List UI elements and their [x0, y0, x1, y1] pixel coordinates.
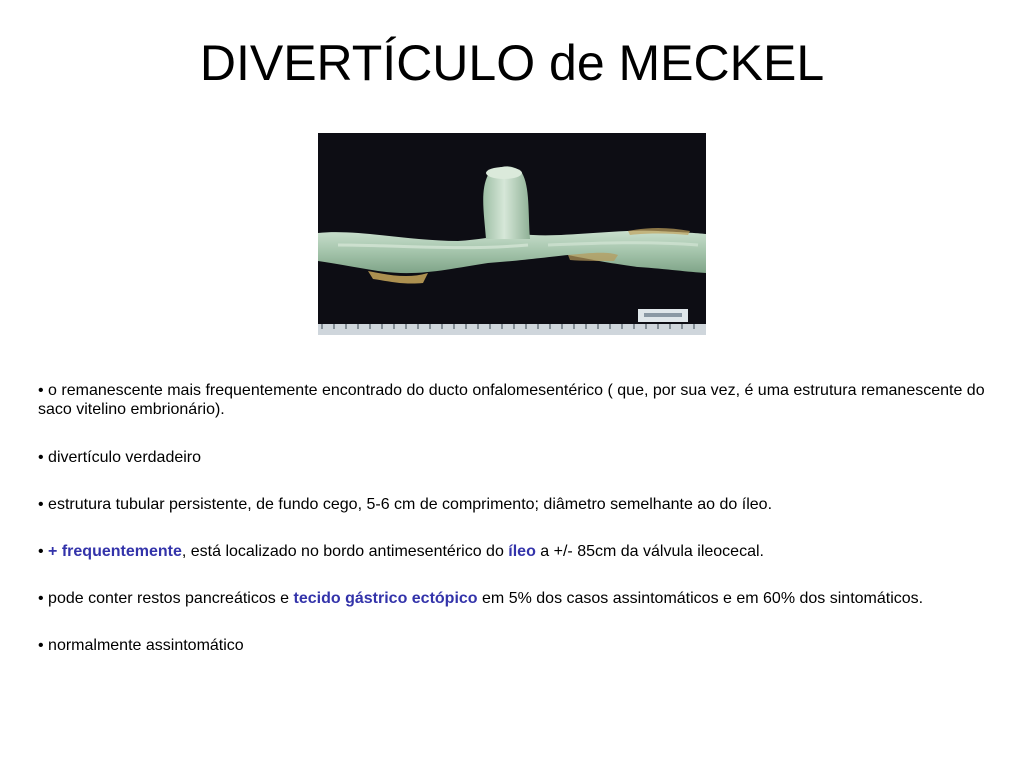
bullet-true-diverticulum: • divertículo verdadeiro: [38, 449, 202, 466]
bullet-ectopic-prefix: • pode conter restos pancreáticos e: [38, 590, 294, 607]
meckel-specimen-photo: [318, 133, 706, 335]
bullet-list: [38, 381, 998, 683]
emphasis-frequentemente: + frequentemente: [48, 543, 182, 560]
bullet-remnant: • o remanescente mais frequentemente encontrado do ducto onfalomesentérico ( que, por sua vez, é uma estrutura remanescente do saco vitelino embrionário).: [38, 382, 985, 418]
emphasis-ileo: íleo: [508, 543, 536, 560]
bullet-location-suffix: a +/- 85cm da válvula ileocecal.: [535, 543, 764, 560]
bullet-tubular-structure: • estrutura tubular persistente, de fundo cego, 5-6 cm de comprimento; diâmetro semelhante ao do íleo.: [38, 496, 773, 513]
bullet-asymptomatic: • normalmente assintomático: [38, 637, 244, 654]
slide-title: DIVERTÍCULO de MECKEL: [199, 35, 825, 91]
bullet-ectopic-suffix: em 5% dos casos assintomáticos e em 60% dos sintomáticos.: [477, 590, 924, 607]
bullet-ectopic-tissue: [38, 589, 998, 608]
bullet-location-prefix: •: [38, 543, 49, 560]
emphasis-tecido-gastrico: tecido gástrico ectópico: [293, 590, 478, 607]
bullet-location: [38, 542, 998, 561]
bullet-location-mid: , está localizado no bordo antimesentérico do: [181, 543, 509, 560]
